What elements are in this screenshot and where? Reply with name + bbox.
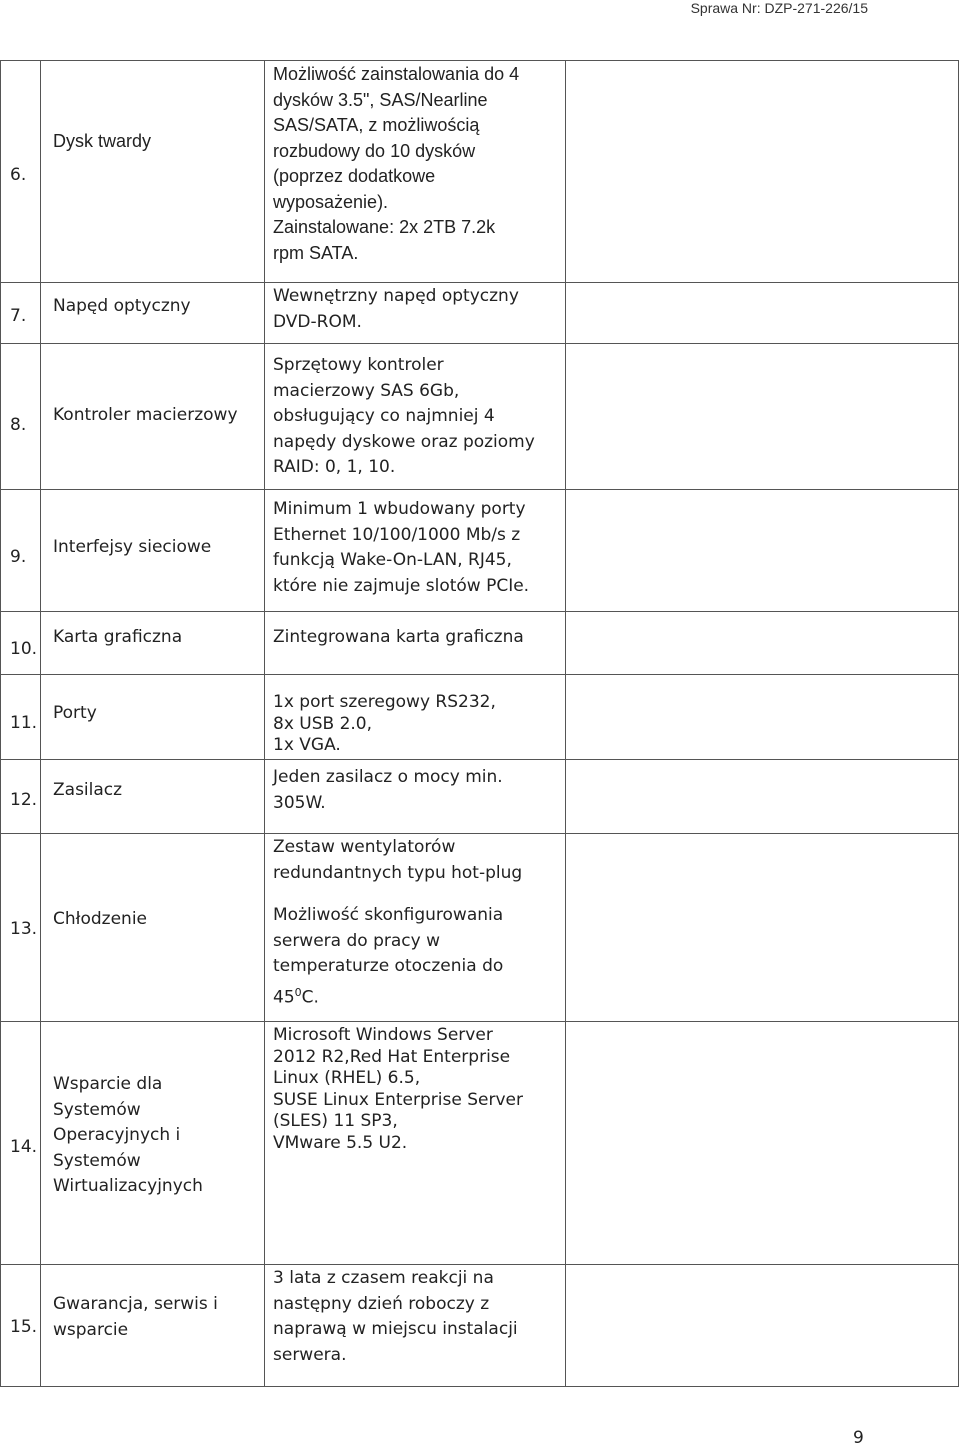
- table-border: [264, 60, 265, 1387]
- row-name: Porty: [53, 703, 97, 723]
- row-description: Zintegrowana karta graficzna: [273, 627, 524, 647]
- case-number-header: Sprawa Nr: DZP-271-226/15: [690, 0, 868, 16]
- row-description-cooling: Zestaw wentylatorów redundantnych typu hot-plug: [273, 837, 523, 883]
- row-number: 6.: [10, 165, 27, 185]
- row-description: Sprzętowy kontroler macierzowy SAS 6Gb, obsługujący co najmniej 4 napędy dyskowe oraz poziomy RAID: 0, 1, 10.: [273, 355, 535, 477]
- row-name: Karta graficzna: [53, 627, 183, 647]
- table-border: [0, 343, 959, 344]
- table-border: [0, 611, 959, 612]
- row-number: 9.: [10, 547, 27, 567]
- row-number: 15.: [10, 1317, 38, 1337]
- row-name: Gwarancja, serwis i wsparcie: [53, 1294, 218, 1340]
- row-number: 14.: [10, 1137, 38, 1157]
- row-number: 13.: [10, 919, 38, 939]
- table-border: [0, 1021, 959, 1022]
- degree-superscript: 0: [294, 985, 302, 999]
- row-name: Chłodzenie: [53, 909, 148, 929]
- row-name: Dysk twardy: [53, 131, 152, 151]
- table-border: [0, 1386, 959, 1387]
- table-border: [0, 489, 959, 490]
- table-border: [0, 759, 959, 760]
- table-border: [0, 282, 959, 283]
- table-border: [565, 60, 566, 1387]
- page-number: 9: [853, 1428, 864, 1448]
- row-number: 8.: [10, 415, 27, 435]
- temperature-unit: C.: [301, 987, 319, 1008]
- row-description: Microsoft Windows Server 2012 R2,Red Hat Enterprise Linux (RHEL) 6.5, SUSE Linux Enterprise Server (SLES) 11 SP3, VMware 5.5 U2.: [273, 1025, 523, 1153]
- row-number: 10.: [10, 639, 38, 659]
- table-border: [0, 60, 959, 61]
- row-description: Możliwość zainstalowania do 4 dysków 3.5", SAS/Nearline SAS/SATA, z możliwością rozbudowy do 10 dysków (poprzez dodatkowe wyposażenie). Zainstalowane: 2x 2TB 7.2k rpm SATA.: [273, 64, 520, 263]
- row-number: 11.: [10, 713, 38, 733]
- table-border: [0, 1264, 959, 1265]
- row-name: Interfejsy sieciowe: [53, 537, 212, 557]
- row-number: 7.: [10, 306, 27, 326]
- table-border: [0, 833, 959, 834]
- row-description: Wewnętrzny napęd optyczny DVD-ROM.: [273, 286, 519, 332]
- row-name: Zasilacz: [53, 780, 123, 800]
- temperature-text: Możliwość skonfigurowania serwera do pracy w temperaturze otoczenia do 45: [273, 905, 504, 1008]
- row-description: 1x port szeregowy RS232, 8x USB 2.0, 1x VGA.: [273, 692, 496, 755]
- row-description: Jeden zasilacz o mocy min. 305W.: [273, 767, 503, 813]
- row-description: Minimum 1 wbudowany porty Ethernet 10/100/1000 Mb/s z funkcją Wake-On-LAN, RJ45, które nie zajmuje slotów PCIe.: [273, 499, 530, 596]
- row-description: 3 lata z czasem reakcji na następny dzień roboczy z naprawą w miejscu instalacji serwera.: [273, 1268, 518, 1365]
- row-name: Napęd optyczny: [53, 296, 191, 316]
- row-name: Kontroler macierzowy: [53, 405, 238, 425]
- row-number: 12.: [10, 790, 38, 810]
- table-border: [958, 60, 959, 1387]
- row-name: Wsparcie dla Systemów Operacyjnych i Systemów Wirtualizacyjnych: [53, 1074, 203, 1196]
- table-border: [0, 60, 1, 1387]
- row-description-temperature: [273, 903, 561, 1011]
- table-border: [0, 674, 959, 675]
- table-border: [40, 60, 41, 1387]
